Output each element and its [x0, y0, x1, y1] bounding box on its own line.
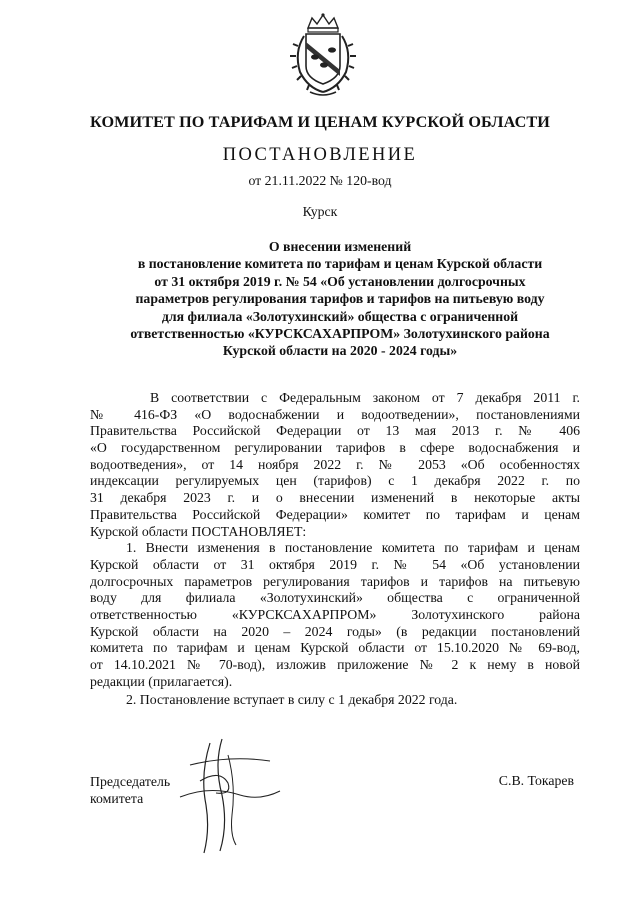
signatory-name: С.В. Токарев	[498, 773, 574, 788]
body-line: Курской области ПОСТАНОВЛЯЕТ:	[90, 523, 307, 539]
signatory-position-line: Председатель	[90, 774, 171, 789]
body-line: редакции (прилагается).	[90, 673, 233, 689]
body-line: индексации регулируемых цен (тарифов) с 1 декабря 2022 г. по	[90, 473, 580, 489]
handwritten-signature	[170, 735, 290, 855]
title-line: в постановление комитета по тарифам и ценам Курской области	[137, 256, 543, 272]
document-date-number: от 21.11.2022 № 120-вод	[248, 173, 392, 188]
signatory-position	[90, 773, 170, 807]
title-line: ответственностью «КУРСКСАХАРПРОМ» Золотухинского района	[130, 326, 550, 342]
kursk-coat-of-arms-icon	[286, 12, 360, 96]
body-line: 31 декабря 2023 г. и о внесении изменений в некоторые акты	[90, 490, 580, 506]
title-line: О внесении изменений	[268, 239, 412, 254]
document-type: ПОСТАНОВЛЕНИЕ	[222, 145, 418, 165]
body-line: долгосрочных параметров регулирования тарифов и тарифов на питьевую	[90, 573, 580, 589]
body-line: от 14.10.2021 № 70-вод), изложив приложение № 2 к нему в новой	[90, 657, 580, 672]
document-city: Курск	[302, 204, 338, 219]
body-line: водоотведения», от 14 ноября 2022 г. № 2053 «Об особенностях	[90, 456, 580, 472]
body-line: Курской области от 31 октября 2019 г. № 54 «Об установлении	[90, 556, 580, 572]
item-1-paragraph	[90, 540, 580, 690]
document-title	[100, 238, 580, 360]
item-2-paragraph: 2. Постановление вступает в силу с 1 декабря 2022 года.	[126, 692, 458, 708]
body-line: комитета по тарифам и ценам Курской области от 15.10.2020 № 69-вод,	[90, 640, 580, 656]
committee-heading: КОМИТЕТ ПО ТАРИФАМ И ЦЕНАМ КУРСКОЙ ОБЛАСТИ	[90, 113, 550, 131]
title-line: параметров регулирования тарифов и тарифов на питьевую воду	[135, 291, 545, 307]
preamble-paragraph	[90, 390, 580, 540]
title-line: Курской области на 2020 - 2024 годы»	[222, 343, 458, 359]
body-line: Курской области на 2020 – 2024 годы» (в редакции постановлений	[90, 623, 580, 639]
body-line: В соответствии с Федеральным законом от 7 декабря 2011 г.	[150, 390, 580, 405]
body-line: «О государственном регулировании тарифов в сфере водоснабжения и	[90, 440, 580, 456]
signatory-position-line: комитета	[90, 791, 144, 806]
title-line: для филиала «Золотухинский» общества с ограниченной	[161, 308, 519, 324]
document-body	[90, 390, 580, 709]
body-line: Правительства Российской Федерации» комитет по тарифам и ценам	[90, 506, 580, 522]
body-line: 1. Внести изменения в постановление комитета по тарифам и ценам	[126, 540, 580, 556]
title-line: от 31 октября 2019 г. № 54 «Об установлении долгосрочных	[154, 273, 526, 289]
body-line: № 416-ФЗ «О водоснабжении и водоотведении», постановлениями	[90, 406, 580, 422]
body-line: Правительства Российской Федерации от 13 мая 2013 г. № 406	[90, 423, 580, 439]
body-line: ответственностью «КУРСКСАХАРПРОМ» Золотухинского района	[90, 606, 580, 622]
body-line: воду для филиала «Золотухинский» общества с ограниченной	[90, 590, 580, 606]
